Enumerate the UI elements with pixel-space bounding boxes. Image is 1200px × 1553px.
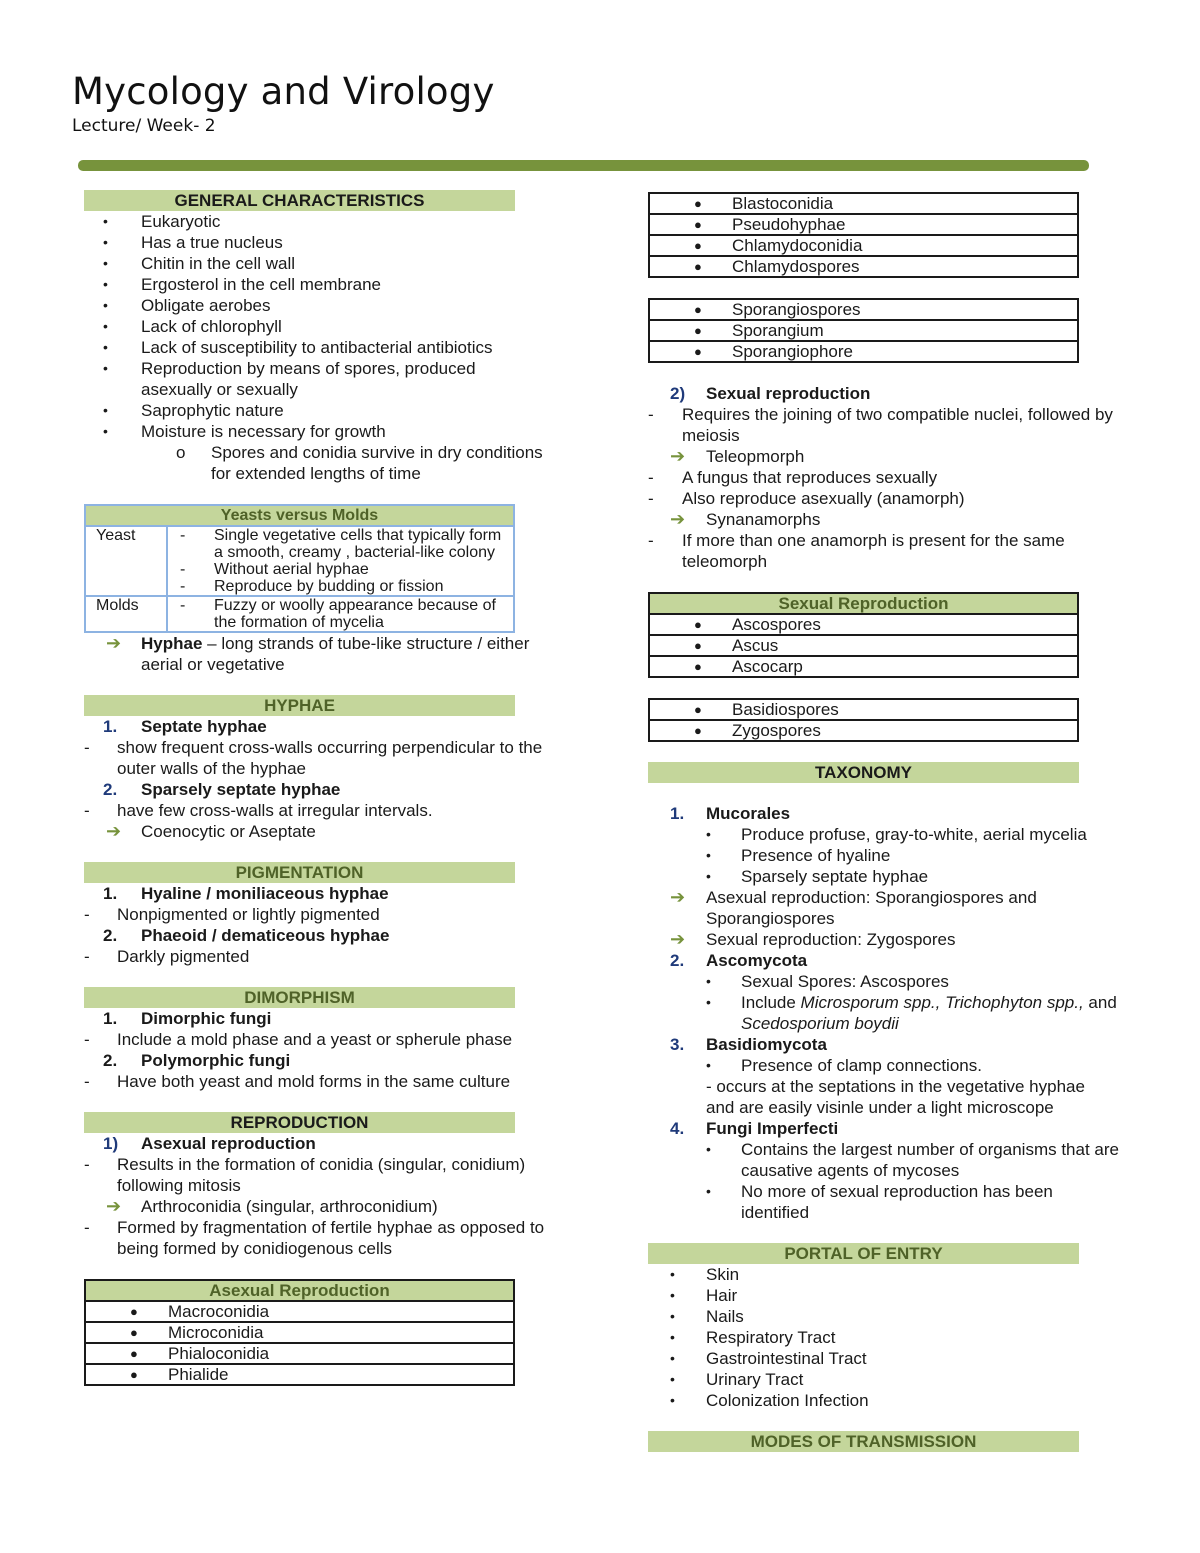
table-row-label: Molds [85, 596, 167, 632]
list-item: • No more of sexual reproduction has been identified [706, 1182, 1053, 1222]
table-cell: - Fuzzy or woolly appearance because of the formation of mycelia [167, 596, 514, 632]
section-header-general: GENERAL CHARACTERISTICS [84, 190, 515, 211]
numbered-item: 3. Basidiomycota [670, 1035, 827, 1054]
list-item: • Contains the largest number of organisms that are causative agents of mycoses [706, 1140, 1119, 1180]
general-list [0, 211, 600, 484]
numbered-item: 2. Polymorphic fungi [103, 1051, 291, 1070]
list-item: • Respiratory Tract [670, 1328, 836, 1347]
list-item: • Include Microsporum spp., Trichophyton spp., and Scedosporium boydii [706, 993, 1117, 1033]
table-row: ● Ascus [649, 635, 1078, 656]
table-row: ● Sporangium [649, 320, 1078, 341]
arrow-icon: ➔ [106, 821, 122, 841]
dash-item: - have few cross-walls at irregular intervals. [84, 801, 433, 820]
table-row: ● Ascospores [649, 614, 1078, 635]
table-header: Yeasts versus Molds [85, 505, 514, 526]
conidia-table [648, 192, 1079, 278]
list-item: • Colonization Infection [670, 1391, 869, 1410]
numbered-item: 1. Septate hyphae [103, 717, 267, 736]
table-row: ● Macroconidia [85, 1301, 514, 1322]
list-item: • Hair [670, 1286, 738, 1305]
section-header-taxonomy: TAXONOMY [648, 762, 1079, 783]
yeasts-vs-molds-table [84, 504, 515, 633]
numbered-item: 2. Sparsely septate hyphae [103, 780, 341, 799]
arrow-icon: ➔ [106, 633, 122, 653]
list-item: • Presence of hyaline [706, 846, 891, 865]
list-item: • Lack of chlorophyll [103, 317, 282, 336]
asexual-reproduction-table [84, 1279, 515, 1386]
numbered-item: 4. Fungi Imperfecti [670, 1119, 839, 1138]
numbered-item: 1. Dimorphic fungi [103, 1009, 272, 1028]
arrow-item: ➔ Coenocytic or Aseptate [106, 821, 316, 841]
arrow-item: ➔ Synanamorphs [670, 509, 821, 529]
numbered-item: 1. Mucorales [670, 804, 791, 823]
list-item: • Gastrointestinal Tract [670, 1349, 867, 1368]
table-row: ● Sporangiophore [649, 341, 1078, 362]
numbered-item: 1. Hyaline / moniliaceous hyphae [103, 884, 389, 903]
arrow-item: ➔ Teleopmorph [670, 446, 805, 466]
numbered-item: 2) Sexual reproduction [670, 384, 871, 403]
arrow-icon: ➔ [670, 887, 686, 907]
table-header: Asexual Reproduction [85, 1280, 514, 1301]
table-row: ● Blastoconidia [649, 193, 1078, 214]
arrow-icon: ➔ [670, 446, 686, 466]
document-title: Mycology and Virology [72, 70, 495, 113]
table-row: ● Chlamydospores [649, 256, 1078, 277]
table-row: ● Pseudohyphae [649, 214, 1078, 235]
list-subitem: o Spores and conidia survive in dry conditions for extended lengths of time [176, 443, 543, 483]
table-row: ● Microconidia [85, 1322, 514, 1343]
table-row: ● Phialoconidia [85, 1343, 514, 1364]
table-row: ● Basidiospores [649, 699, 1078, 720]
sporangia-table [648, 298, 1079, 363]
list-item: • Lack of susceptibility to antibacterial antibiotics [103, 338, 493, 357]
section-header-reproduction: REPRODUCTION [84, 1112, 515, 1133]
list-item: • Ergosterol in the cell membrane [103, 275, 382, 294]
arrow-icon: ➔ [670, 929, 686, 949]
dash-item: - Darkly pigmented [84, 947, 250, 966]
dash-item: - If more than one anamorph is present for the same teleomorph [648, 531, 1065, 571]
list-item: • Urinary Tract [670, 1370, 804, 1389]
right-column [600, 190, 1200, 1452]
table-row: ● Ascocarp [649, 656, 1078, 677]
section-header-hyphae: HYPHAE [84, 695, 515, 716]
document-subtitle: Lecture/ Week- 2 [72, 116, 216, 136]
list-item: • Produce profuse, gray-to-white, aerial mycelia [706, 825, 1087, 844]
title-rule [78, 160, 1089, 171]
section-header-portal: PORTAL OF ENTRY [648, 1243, 1079, 1264]
arrow-icon: ➔ [670, 509, 686, 529]
dash-item: - show frequent cross-walls occurring perpendicular to the outer walls of the hyphae [84, 738, 543, 778]
table-row-label: Yeast [85, 526, 167, 596]
section-header-modes: MODES OF TRANSMISSION [648, 1431, 1079, 1452]
arrow-item: ➔ Sexual reproduction: Zygospores [670, 929, 956, 949]
table-row: ● Phialide [85, 1364, 514, 1385]
list-item: • Saprophytic nature [103, 401, 284, 420]
hyphae-note: ➔ Hyphae – long strands of tube-like structure / either aerial or vegetative [106, 633, 530, 674]
arrow-item: ➔ Arthroconidia (singular, arthroconidium) [106, 1196, 438, 1216]
table-row [85, 596, 514, 632]
list-item: • Reproduction by means of spores, produced asexually or sexually [103, 359, 476, 399]
spores-table [648, 698, 1079, 742]
section-header-pigmentation: PIGMENTATION [84, 862, 515, 883]
table-header: Sexual Reproduction [649, 593, 1078, 614]
list-item: • Eukaryotic [103, 212, 221, 231]
list-item: • Skin [670, 1265, 740, 1284]
dash-item: - Also reproduce asexually (anamorph) [648, 489, 965, 508]
numbered-item: 1) Asexual reproduction [103, 1134, 316, 1153]
list-item: • Obligate aerobes [103, 296, 271, 315]
sexual-reproduction-table [648, 592, 1079, 678]
dash-item: - Results in the formation of conidia (singular, conidium) following mitosis [84, 1155, 526, 1195]
numbered-item: 2. Ascomycota [670, 951, 808, 970]
list-item: • Nails [670, 1307, 744, 1326]
dash-item: - Have both yeast and mold forms in the same culture [84, 1072, 511, 1091]
numbered-item: 2. Phaeoid / dematiceous hyphae [103, 926, 390, 945]
list-item: • Sparsely septate hyphae [706, 867, 929, 886]
table-row: ● Sporangiospores [649, 299, 1078, 320]
list-item: • Sexual Spores: Ascospores [706, 972, 949, 991]
table-row: ● Zygospores [649, 720, 1078, 741]
section-header-dimorphism: DIMORPHISM [84, 987, 515, 1008]
dash-item: - Include a mold phase and a yeast or spherule phase [84, 1030, 513, 1049]
list-item: • Chitin in the cell wall [103, 254, 296, 273]
list-item: • Moisture is necessary for growth [103, 422, 386, 441]
note-text: - occurs at the septations in the vegetative hyphae and are easily visinle under a light microscope [706, 1077, 1085, 1117]
table-row: ● Chlamydoconidia [649, 235, 1078, 256]
arrow-icon: ➔ [106, 1196, 122, 1216]
left-column [0, 190, 600, 1386]
dash-item: - A fungus that reproduces sexually [648, 468, 938, 487]
table-cell: - Single vegetative cells that typically form a smooth, creamy , bacterial-like colony - Without aerial hyphae - Reproduce by budding or fission [167, 526, 514, 596]
arrow-item: ➔ Asexual reproduction: Sporangiospores and Sporangiospores [670, 887, 1037, 928]
list-item: • Has a true nucleus [103, 233, 283, 252]
dash-item: - Formed by fragmentation of fertile hyphae as opposed to being formed by conidiogenous cells [84, 1218, 545, 1258]
dash-item: - Requires the joining of two compatible nuclei, followed by meiosis [648, 405, 1113, 445]
list-item: • Presence of clamp connections. [706, 1056, 982, 1075]
dash-item: - Nonpigmented or lightly pigmented [84, 905, 380, 924]
table-row [85, 526, 514, 596]
